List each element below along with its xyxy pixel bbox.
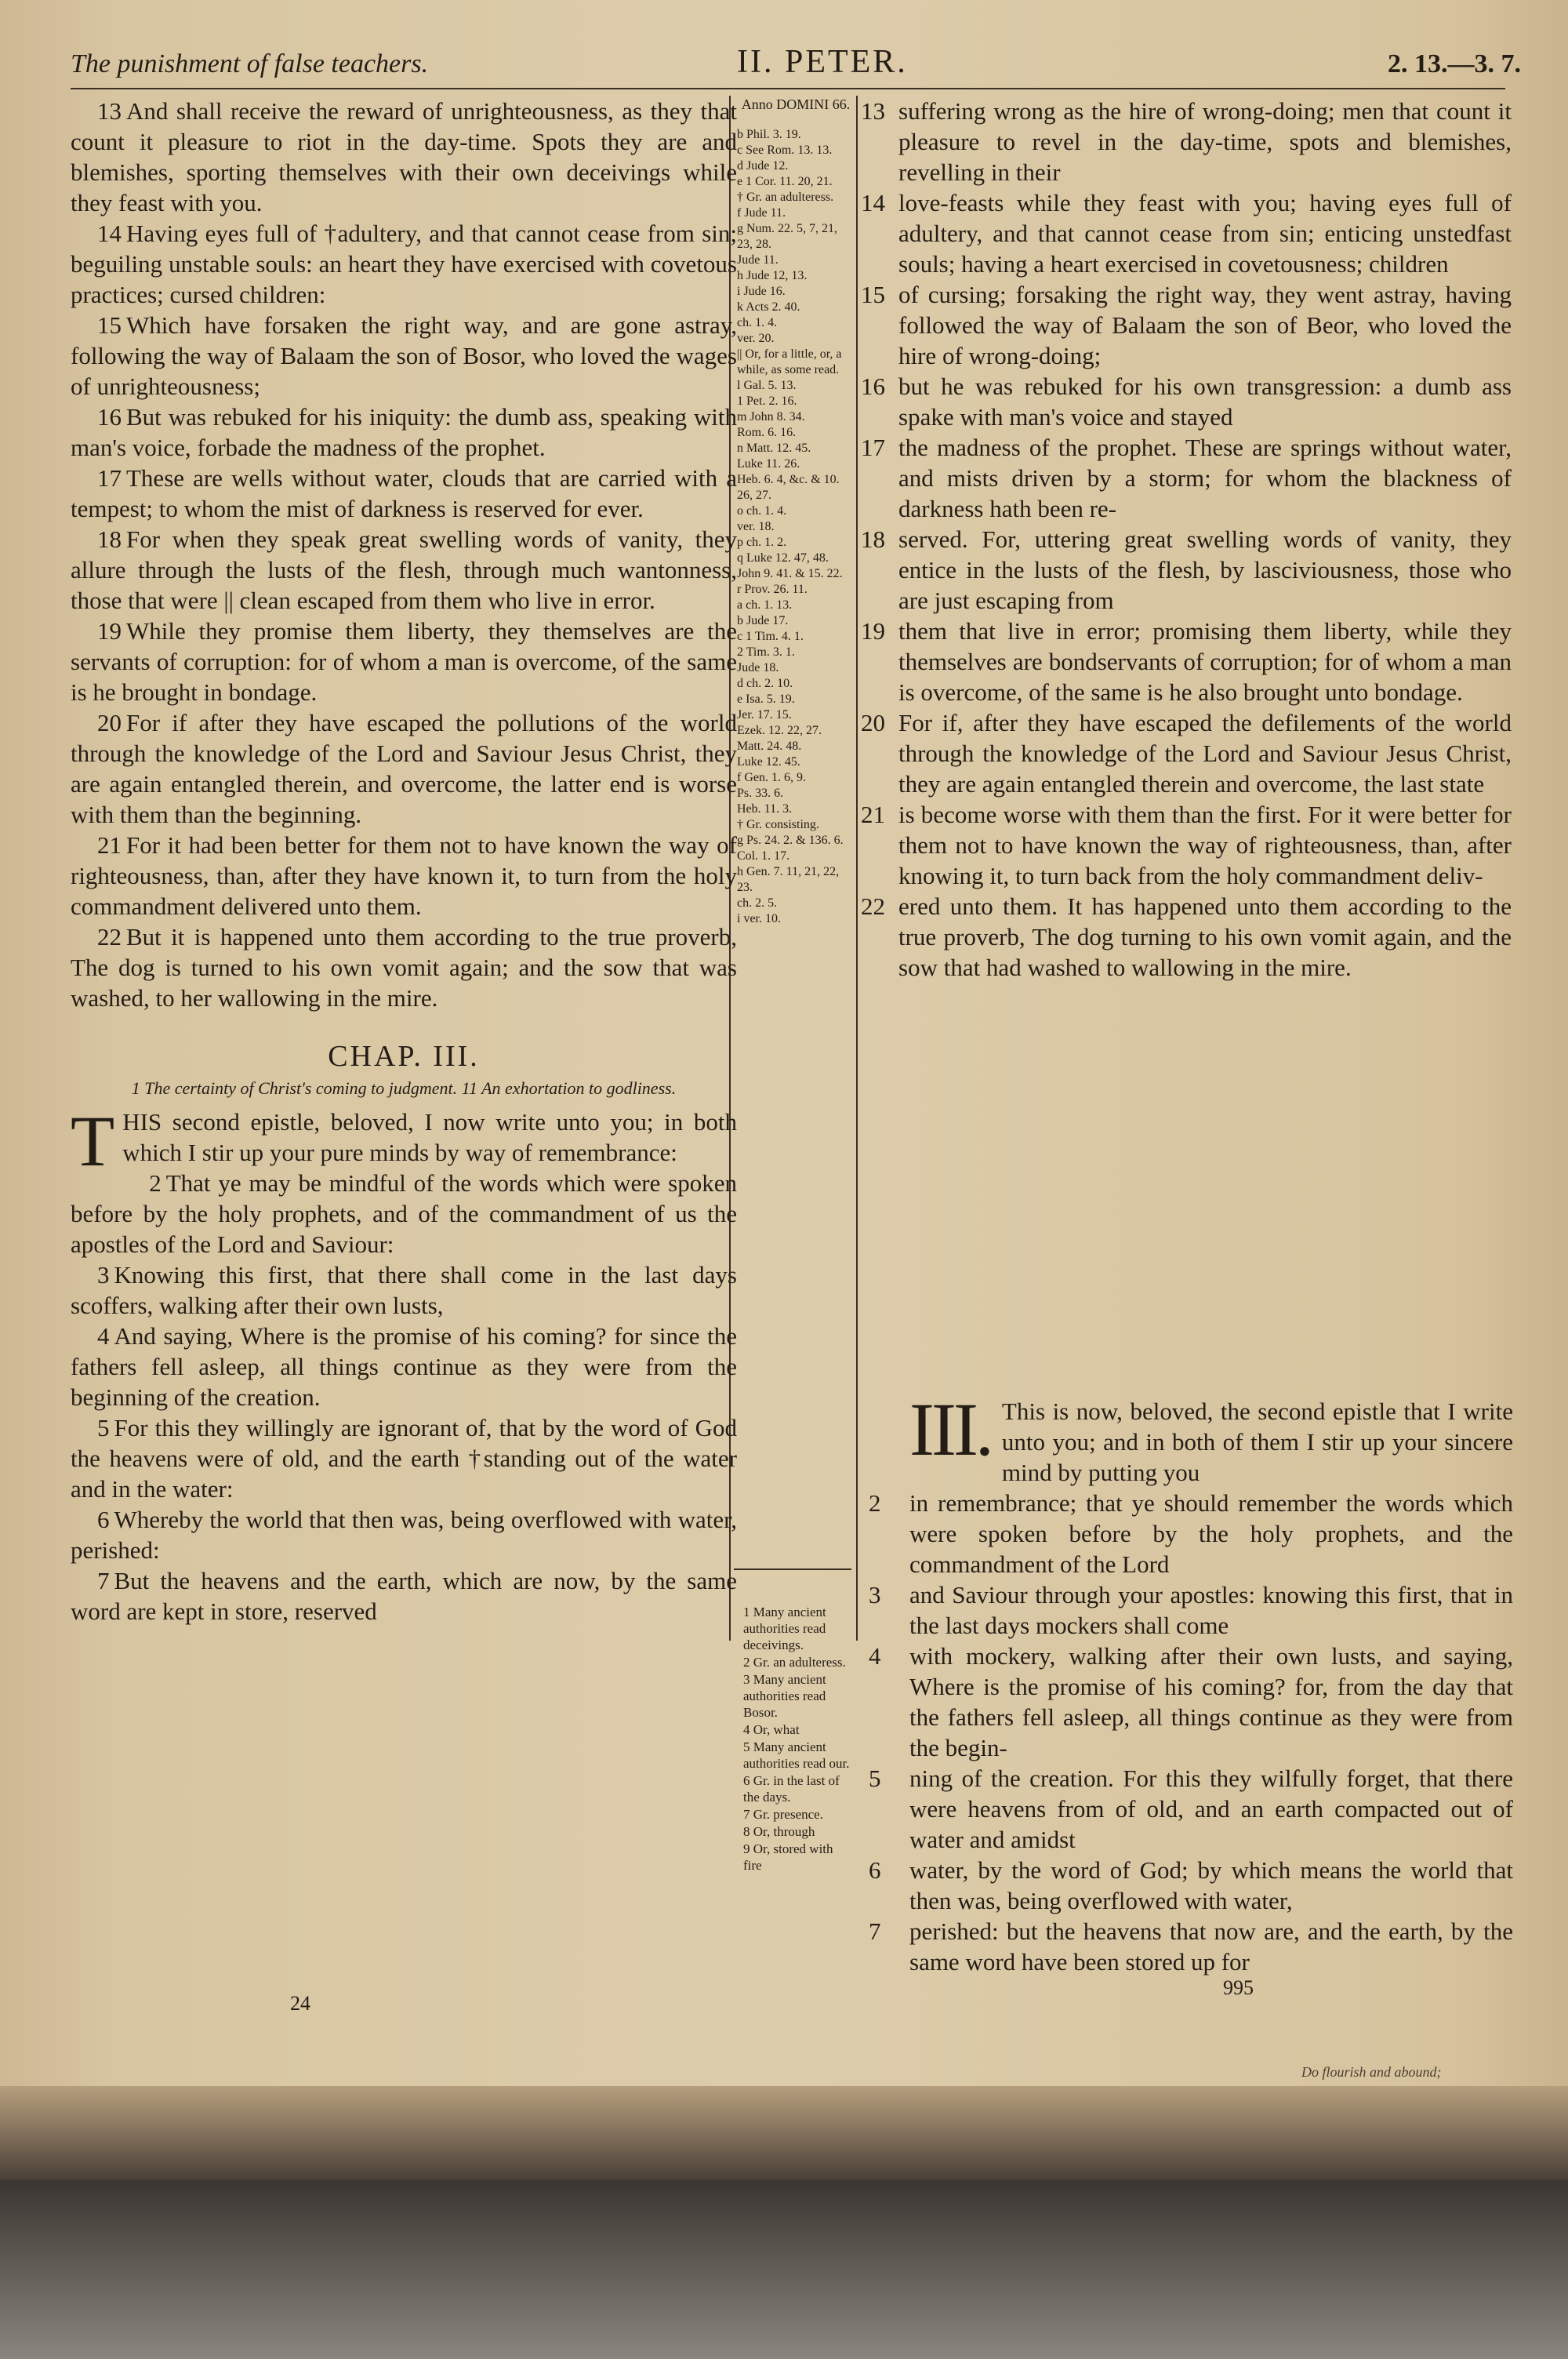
- verse: 20 For if after they have escaped the pollutions of the world through the knowledge of the Lord and Saviour Jesus Christ, they are again entangled therein, and overcome, the latter end is worse with them than the beginning.: [71, 709, 737, 828]
- margin-reference: † Gr. an adulteress.: [737, 191, 834, 204]
- margin-reference: 1 Pet. 2. 16.: [737, 394, 797, 408]
- column-rule-right: [856, 96, 858, 1641]
- marginal-note: 5 Many ancient authorities read our.: [743, 1739, 850, 1771]
- background-surface: [0, 2180, 1568, 2359]
- left-column: [71, 96, 737, 1627]
- margin-reference: d Jude 12.: [737, 159, 789, 173]
- margin-reference: d ch. 2. 10.: [737, 677, 793, 690]
- verse: 4 with mockery, walking after their own lusts, and saying, Where is the promise of his coming? for, from the day that the fathers fell asleep, all things continue as they were from the begin-: [869, 1642, 1513, 1761]
- verse: 19 them that live in error; promising them liberty, while they themselves are bondservants of corruption; for of whom a man is overcome, of the same is he also brought unto bondage.: [861, 617, 1512, 706]
- chapter-title: CHAP. III.: [328, 1040, 480, 1073]
- chapter-summary: 1 The certainty of Christ's coming to judgment. 11 An exhortation to godliness.: [131, 1078, 677, 1098]
- margin-reference: h Gen. 7. 11, 21, 22, 23.: [737, 865, 840, 894]
- verse: 22 But it is happened unto them according to the true proverb, The dog is turned to his own vomit again; and the sow that was washed, to her wallowing in the mire.: [71, 923, 737, 1012]
- margin-reference: e Isa. 5. 19.: [737, 692, 795, 706]
- verse: 20 For if, after they have escaped the defilements of the world through the knowledge of the Lord and Saviour Jesus Christ, they are again entangled therein and overcome, the last state: [861, 709, 1512, 798]
- margin-reference: Luke 11. 26.: [737, 457, 800, 471]
- footer-catchword: Do flourish and abound;: [1301, 2064, 1442, 2080]
- margin-reference: q Luke 12. 47, 48.: [737, 551, 829, 565]
- margin-reference: Jude 18.: [737, 661, 779, 674]
- verse: 15 of cursing; forsaking the right way, they went astray, having followed the way of Balaam the son of Beor, who loved the hire of wrong-doing;: [861, 281, 1512, 369]
- verse: 7 perished: but the heavens that now are, and the earth, by the same word have been stored up for: [869, 1917, 1513, 1976]
- margin-references: [737, 96, 855, 927]
- verse: 3 and Saviour through your apostles: knowing this first, that in the last days mockers shall come: [869, 1581, 1513, 1639]
- margin-reference: g Ps. 24. 2. & 136. 6.: [737, 834, 844, 847]
- margin-reference: Col. 1. 17.: [737, 849, 790, 863]
- verse: 18 For when they speak great swelling words of vanity, they allure through the lusts of the flesh, through much wantonness, those that were || clean escaped from them who live in error.: [71, 525, 737, 614]
- running-head: [47, 43, 1521, 82]
- marginal-note: 7 Gr. presence.: [743, 1807, 823, 1822]
- verse: 6 water, by the word of God; by which means the world that then was, being overflowed with water,: [869, 1856, 1513, 1914]
- margin-reference: c See Rom. 13. 13.: [737, 144, 833, 157]
- verse: 17 These are wells without water, clouds that are carried with a tempest; to whom the mist of darkness is reserved for ever.: [71, 464, 737, 522]
- marginal-note: 1 Many ancient authorities read deceivings.: [743, 1605, 826, 1652]
- margin-reference: Jude 11.: [737, 253, 779, 267]
- right-column: [861, 96, 1512, 983]
- margin-reference: h Jude 12, 13.: [737, 269, 808, 282]
- margin-reference: k Acts 2. 40.: [737, 300, 800, 314]
- running-head-center: II. PETER.: [737, 44, 908, 80]
- margin-reference: Heb. 11. 3.: [737, 802, 793, 816]
- marginal-note: 6 Gr. in the last of the days.: [743, 1773, 840, 1805]
- right-chapter: [869, 1387, 1513, 1977]
- margin-reference: m John 8. 34.: [737, 410, 805, 423]
- verse: 5 For this they willingly are ignorant of, that by the word of God the heavens were of old, and the earth †standing out of the water and in the water:: [71, 1414, 737, 1503]
- verse: THIS second epistle, beloved, I now write unto you; in both which I stir up your pure minds by way of remembrance:: [71, 1101, 737, 1181]
- margin-reference: b Phil. 3. 19.: [737, 128, 801, 141]
- verse: 17 the madness of the prophet. These are springs without water, and mists driven by a storm; for whom the blackness of darkness hath been re-: [861, 434, 1512, 522]
- verse: 13 And shall receive the reward of unrighteousness, as they that count it pleasure to riot in the day-time. Spots they are and blemishes, sporting themselves with their own deceivings while they feast with you.: [71, 97, 737, 216]
- verse: 14 Having eyes full of †adultery, and that cannot cease from sin; beguiling unstable souls: an heart they have exercised with covetous practices; cursed children:: [71, 220, 737, 308]
- verse: 16 but he was rebuked for his own transgression: a dumb ass spake with man's voice and stayed: [861, 373, 1512, 431]
- chapter-numeral: III.: [909, 1387, 991, 1471]
- margin-reference: ch. 1. 4.: [737, 316, 778, 329]
- margin-reference: r Prov. 26. 11.: [737, 583, 808, 596]
- reference-list: [737, 127, 855, 927]
- margin-reference: f Jude 11.: [737, 206, 786, 220]
- marginal-note: 4 Or, what: [743, 1722, 800, 1737]
- marginal-note: 3 Many ancient authorities read Bosor.: [743, 1672, 826, 1720]
- margin-reference: John 9. 41. & 15. 22.: [737, 567, 843, 580]
- verse: III. This is now, beloved, the second epistle that I write unto you; and in both of them I stir up your sincere mind by putting you: [909, 1387, 1513, 1486]
- margin-reference: ver. 20.: [737, 332, 775, 345]
- marginal-note: 2 Gr. an adulteress.: [743, 1655, 846, 1670]
- verse: 22 ered unto them. It has happened unto them according to the true proverb, The dog turning to his own vomit again, and the sow that had washed to wallowing in the mire.: [861, 892, 1512, 981]
- page-edge: [0, 2086, 1568, 2180]
- verse: 16 But was rebuked for his iniquity: the dumb ass, speaking with man's voice, forbade the madness of the prophet.: [71, 403, 737, 461]
- margin-reference: c 1 Tim. 4. 1.: [737, 630, 804, 643]
- margin-reference: || Or, for a little, or, a while, as some read.: [737, 347, 842, 376]
- verse: 3 Knowing this first, that there shall come in the last days scoffers, walking after their own lusts,: [71, 1261, 737, 1319]
- verse: 5 ning of the creation. For this they wilfully forget, that there were heavens from of old, and an earth compacted out of water and amidst: [869, 1765, 1513, 1853]
- notes-rule: [734, 1568, 851, 1570]
- margin-reference: ch. 2. 5.: [737, 896, 778, 910]
- margin-reference: g Num. 22. 5, 7, 21, 23, 28.: [737, 222, 837, 251]
- verse: 18 served. For, uttering great swelling words of vanity, they entice in the lusts of the flesh, by lasciviousness, those who are just escaping from: [861, 525, 1512, 614]
- marginal-notes: [743, 1604, 853, 1874]
- margin-reference: ver. 18.: [737, 520, 775, 533]
- margin-reference: o ch. 1. 4.: [737, 504, 787, 518]
- verse: 14 love-feasts while they feast with you; having eyes full of adultery, and that cannot cease from sin; enticing unstedfast souls; having a heart exercised in covetousness; children: [861, 189, 1512, 278]
- anno-domini: Anno DOMINI 66.: [741, 96, 851, 112]
- verse: 13 suffering wrong as the hire of wrong-doing; men that count it pleasure to revel in the day-time, spots and blemishes, revelling in their: [861, 97, 1512, 186]
- verse: 19 While they promise them liberty, they themselves are the servants of corruption: for of whom a man is overcome, of the same is he brought in bondage.: [71, 617, 737, 706]
- margin-reference: Jer. 17. 15.: [737, 708, 792, 722]
- page-number-left: 24: [290, 1992, 310, 2015]
- margin-reference: p ch. 1. 2.: [737, 536, 787, 549]
- running-head-right: 2. 13.—3. 7.: [1388, 49, 1521, 78]
- header-rule: [71, 88, 1505, 89]
- margin-reference: l Gal. 5. 13.: [737, 379, 797, 392]
- margin-reference: e 1 Cor. 11. 20, 21.: [737, 175, 833, 188]
- verse: 21 is become worse with them than the first. For it were better for them not to have known the way of righteousness, than, after knowing it, to turn back from the holy commandment deliv-: [861, 801, 1512, 889]
- verse: 2 in remembrance; that ye should remember the words which were spoken before by the holy prophets, and the commandment of the Lord: [869, 1489, 1513, 1578]
- margin-reference: † Gr. consisting.: [737, 818, 819, 831]
- margin-reference: Matt. 24. 48.: [737, 740, 802, 753]
- margin-reference: f Gen. 1. 6, 9.: [737, 771, 806, 784]
- marginal-note: 8 Or, through: [743, 1824, 815, 1839]
- verse: 15 Which have forsaken the right way, and are gone astray, following the way of Balaam the son of Bosor, who loved the wages of unrighteousness;: [71, 311, 737, 400]
- page-number-right: 995: [1223, 1976, 1254, 1999]
- verse: 4 And saying, Where is the promise of his coming? for since the fathers fell asleep, all things continue as they were from the beginning of the creation.: [71, 1322, 737, 1411]
- verse: 2 That ye may be mindful of the words which were spoken before by the holy prophets, and of the commandment of us the apostles of the Lord and Saviour:: [71, 1169, 737, 1258]
- margin-reference: Rom. 6. 16.: [737, 426, 797, 439]
- margin-reference: a ch. 1. 13.: [737, 598, 793, 612]
- verse: 6 Whereby the world that then was, being overflowed with water, perished:: [71, 1506, 737, 1564]
- margin-reference: Luke 12. 45.: [737, 755, 800, 769]
- margin-reference: i ver. 10.: [737, 912, 781, 925]
- margin-reference: Heb. 6. 4, &c. & 10. 26, 27.: [737, 473, 840, 502]
- margin-reference: b Jude 17.: [737, 614, 789, 627]
- margin-reference: n Matt. 12. 45.: [737, 442, 811, 455]
- margin-reference: Ps. 33. 6.: [737, 787, 784, 800]
- margin-reference: Ezek. 12. 22, 27.: [737, 724, 822, 737]
- verse: 7 But the heavens and the earth, which are now, by the same word are kept in store, reserved: [71, 1567, 737, 1625]
- marginal-note: 9 Or, stored with fire: [743, 1841, 833, 1873]
- running-head-left: The punishment of false teachers.: [71, 49, 429, 78]
- margin-reference: i Jude 16.: [737, 285, 786, 298]
- drop-cap: T: [71, 1101, 115, 1181]
- margin-reference: 2 Tim. 3. 1.: [737, 645, 795, 659]
- verse: 21 For it had been better for them not to have known the way of righteousness, than, after they have known it, to turn from the holy commandment delivered unto them.: [71, 831, 737, 920]
